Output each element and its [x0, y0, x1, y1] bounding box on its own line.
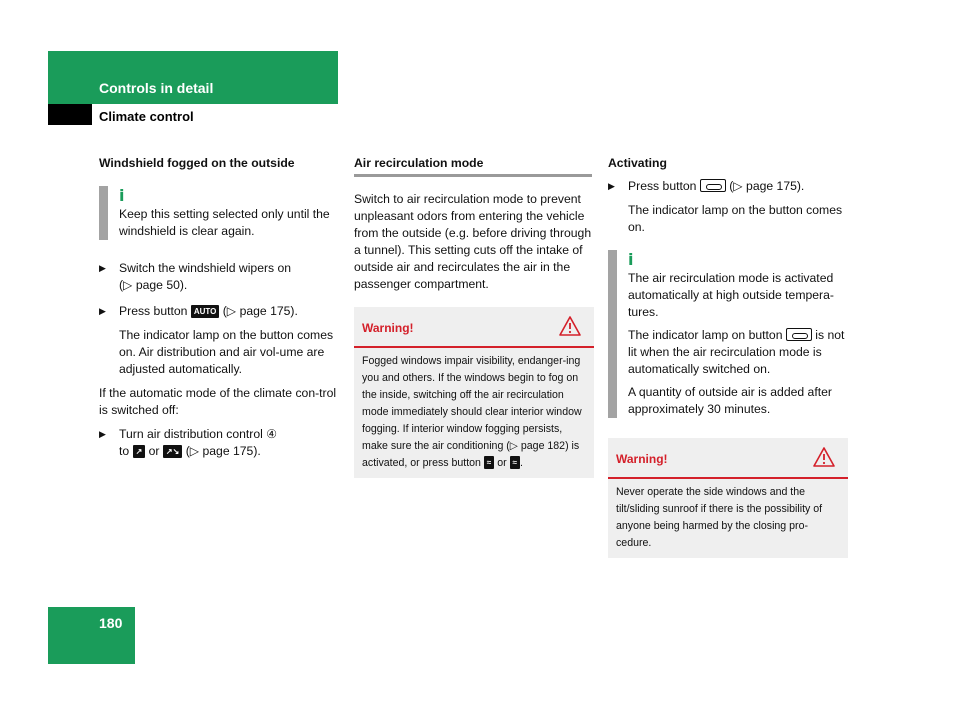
windshield-footwell-airflow-icon: ↗↘ [163, 445, 182, 458]
info-note [99, 186, 339, 240]
warning-header [608, 438, 848, 479]
info-text: The indicator lamp on button is not lit when the air recirculation mode is automatically switched on. [628, 328, 845, 376]
windshield-airflow-icon: ↗ [133, 445, 146, 458]
front-defrost-icon: ≈ [510, 456, 520, 469]
warning-title: Warning! [362, 321, 414, 335]
page-number: 180 [99, 615, 123, 631]
column-air-recirculation [354, 155, 594, 478]
instruction-item: ▶ Turn air distribution control ④ to ↗ or ↗↘ (▷ page 175). [99, 427, 278, 458]
info-text: Keep this setting selected only until the windshield is clear again. [119, 207, 330, 238]
bullet-arrow-icon: ▶ [99, 263, 106, 273]
condition-text: If the automatic mode of the climate con-trol is switched off: [99, 386, 337, 417]
info-note [608, 250, 848, 418]
column-heading: Air recirculation mode [354, 155, 592, 177]
result-text: The indicator lamp on the button comes on. [628, 203, 843, 234]
auto-button-icon: AUTO [191, 305, 220, 318]
instruction-item: ▶ Press button (▷ page 175). [608, 179, 805, 193]
defrost-icon: ≈ [484, 456, 494, 469]
recirculation-button-icon [786, 328, 812, 341]
column-activating [608, 155, 848, 558]
section-title: Controls in detail [99, 80, 214, 96]
warning-body: Fogged windows impair visibility, endanger-ing you and others. If the windows begin to fog on the inside, switching off the air recirculation mode immediately should clear interior window fogging. If interior window fogging persists, make sure the air conditioning (▷ page 182) is activated, or press button ≈ or ≈ . [362, 355, 582, 469]
warning-title: Warning! [616, 452, 668, 466]
body-text: Switch to air recirculation mode to prevent unpleasant odors from entering the vehicle from the outside (e.g. before driving through a tunnel). This setting cuts off the intake of outside air and recirculates the air in the passenger compartment. [354, 192, 592, 291]
bullet-arrow-icon: ▶ [99, 306, 106, 316]
bullet-arrow-icon: ▶ [99, 429, 106, 439]
instruction-item: ▶ Press button AUTO (▷ page 175). [99, 304, 298, 318]
warning-triangle-icon [812, 446, 836, 468]
warning-body: Never operate the side windows and the tilt/sliding sunroof if there is the possibility of anyone being harmed by the closing pro-cedure. [616, 486, 823, 549]
warning-triangle-icon [558, 315, 582, 337]
info-icon: i [628, 250, 634, 269]
result-text: The indicator lamp on the button comes on. Air distribution and air vol-ume are adjusted automatically. [119, 328, 334, 376]
warning-header [354, 307, 594, 348]
section-header-band [48, 51, 338, 104]
bullet-arrow-icon: ▶ [608, 181, 615, 191]
subsection-title: Climate control [99, 109, 194, 124]
info-icon: i [119, 186, 125, 205]
instruction-item: ▶ Switch the windshield wipers on (▷ page 50). [99, 261, 292, 292]
warning-box [354, 307, 594, 478]
column-windshield-fogged [99, 155, 339, 467]
subsection-marker [48, 104, 92, 125]
column-heading: Activating [608, 156, 667, 170]
column-heading: Windshield fogged on the outside [99, 156, 295, 170]
info-text: A quantity of outside air is added after approximately 30 minutes. [628, 385, 832, 416]
warning-box [608, 438, 848, 558]
recirculation-button-icon [700, 179, 726, 192]
info-text: The air recirculation mode is activated automatically at high outside tempera-tures. [628, 271, 834, 319]
